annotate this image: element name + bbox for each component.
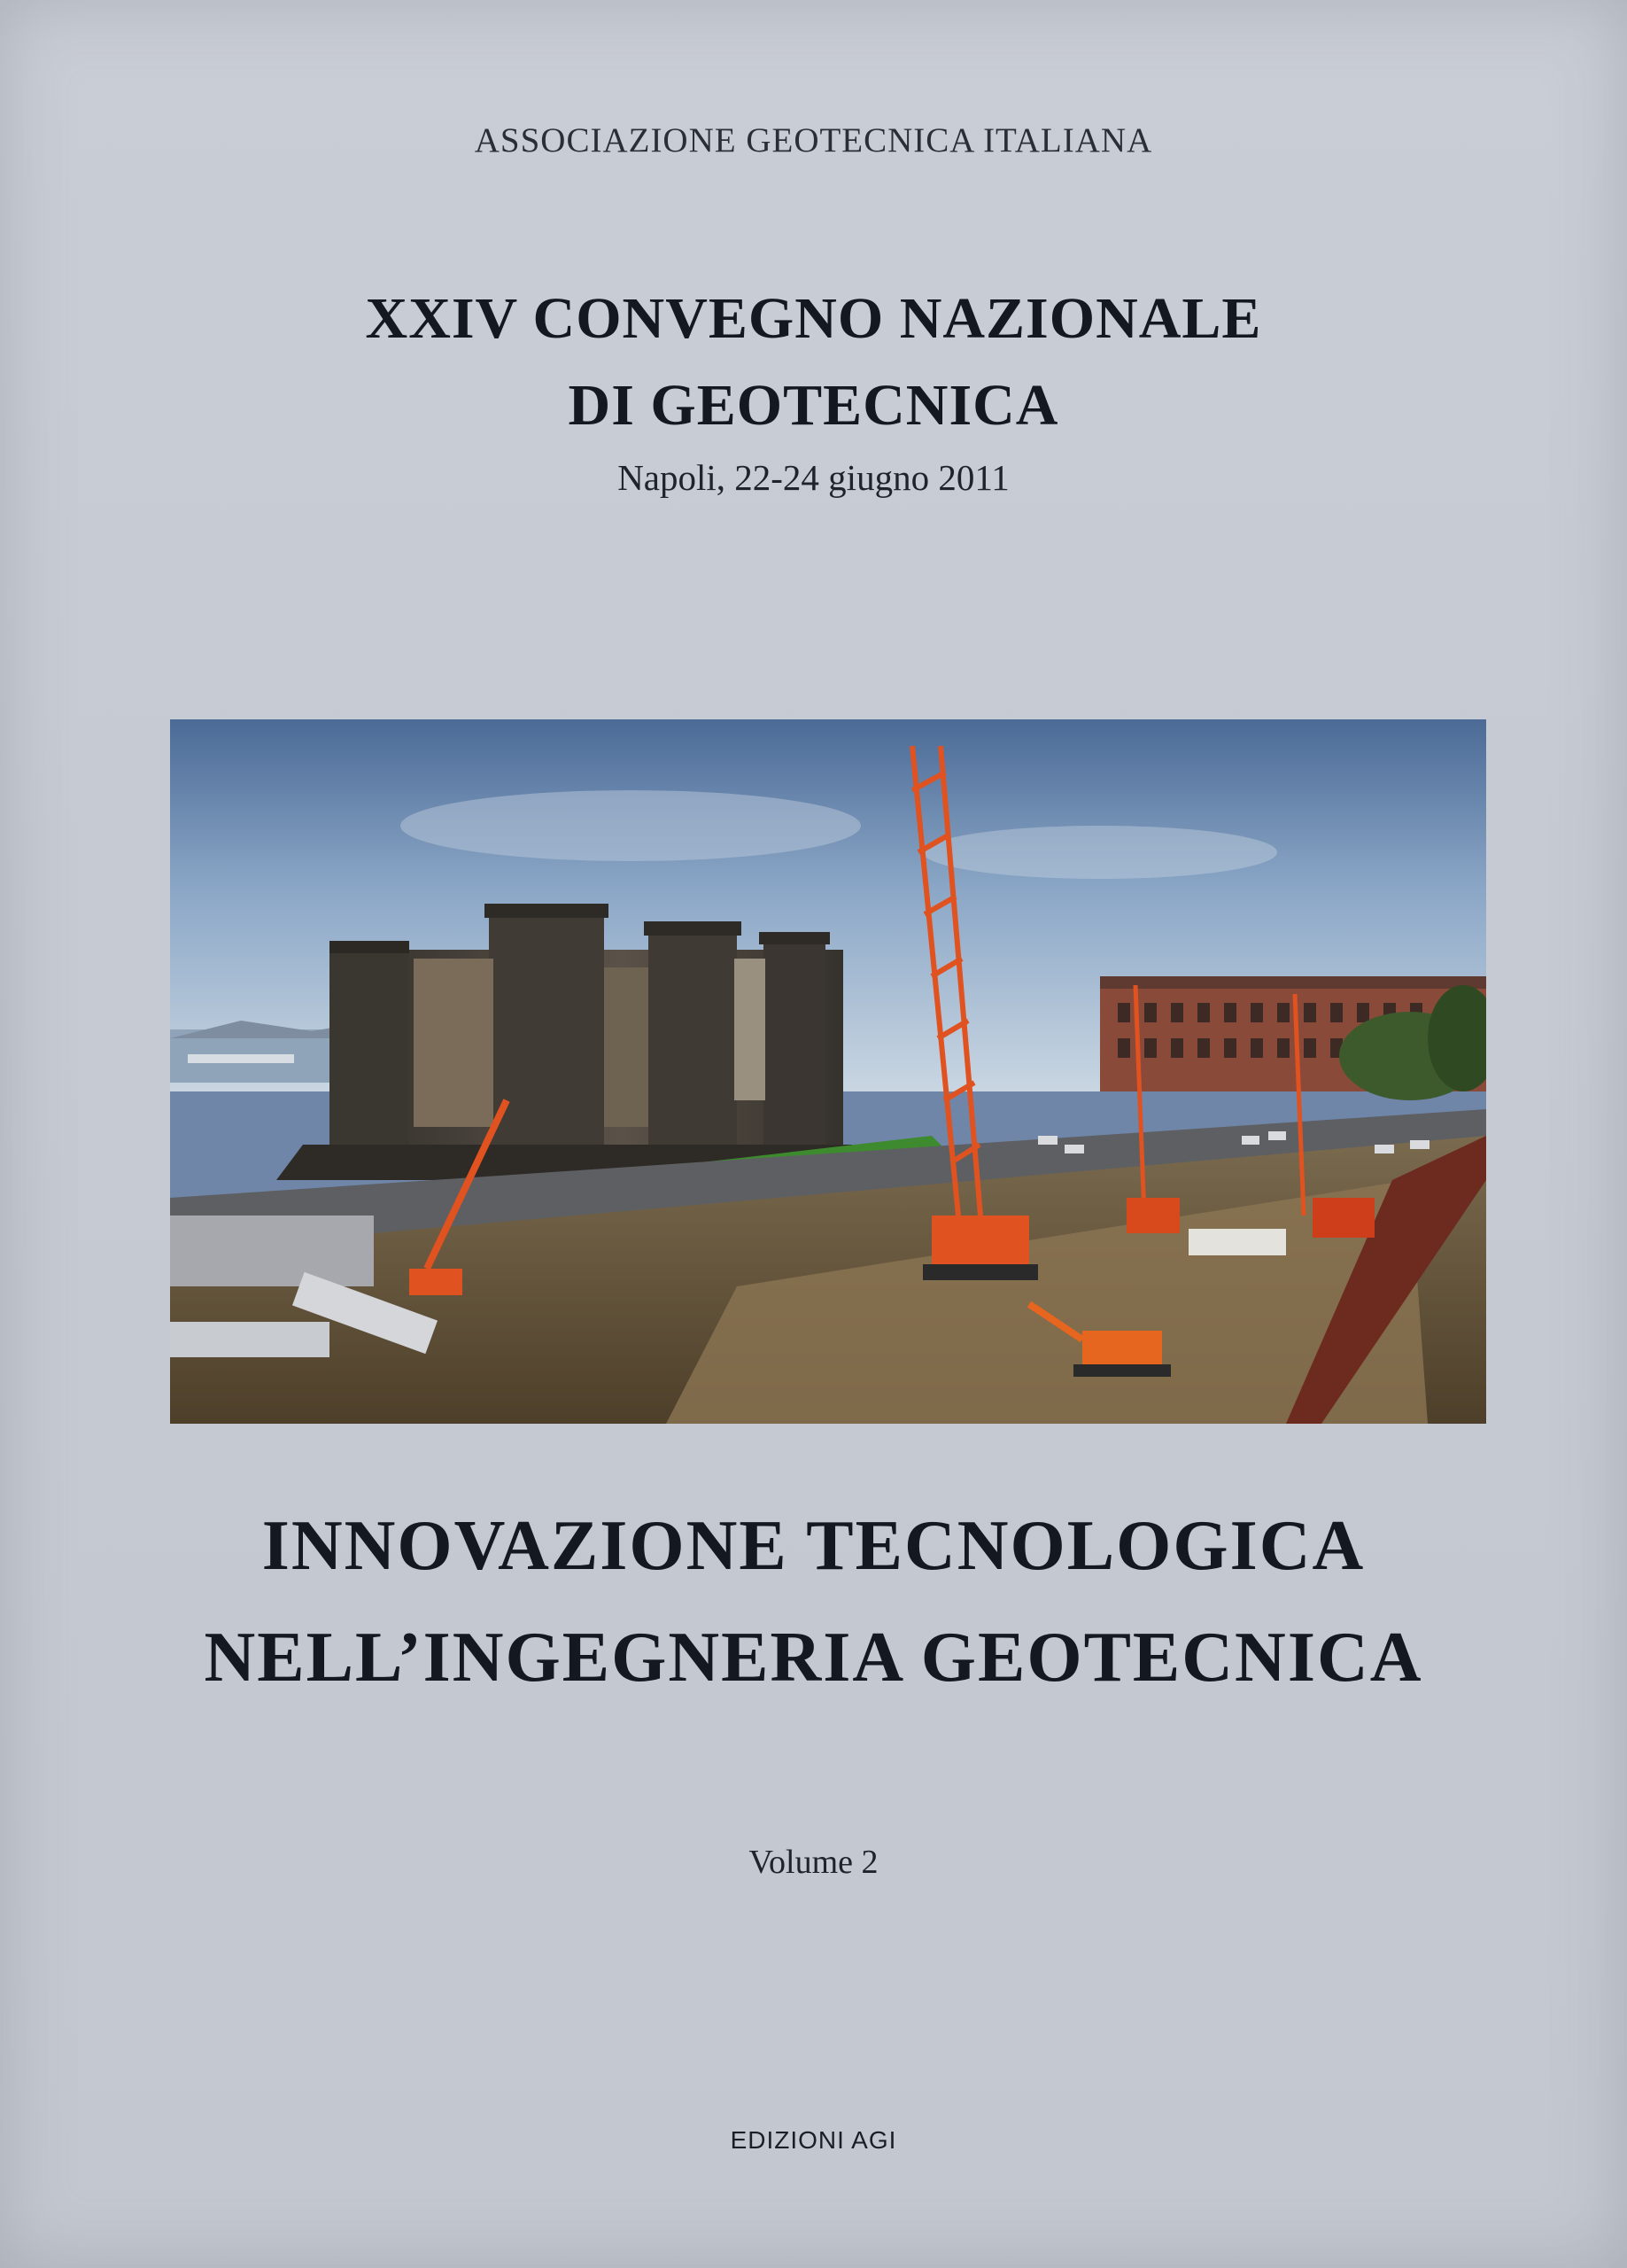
place-date: Napoli, 22-24 giugno 2011	[617, 457, 1010, 498]
conference-title-line2: DI GEOTECNICA	[568, 373, 1059, 438]
publisher-name: EDIZIONI AGI	[730, 2126, 897, 2154]
book-title-line1: INNOVAZIONE TECNOLOGICA	[261, 1507, 1366, 1585]
cover-photo	[170, 719, 1486, 1424]
book-title-line2: NELL’INGEGNERIA GEOTECNICA	[204, 1619, 1423, 1697]
conference-title-line1: XXIV CONVEGNO NAZIONALE	[365, 286, 1262, 351]
association-name: ASSOCIAZIONE GEOTECNICA ITALIANA	[474, 121, 1153, 159]
castle-construction-site-photo	[170, 719, 1486, 1424]
volume-label: Volume 2	[748, 1844, 879, 1881]
